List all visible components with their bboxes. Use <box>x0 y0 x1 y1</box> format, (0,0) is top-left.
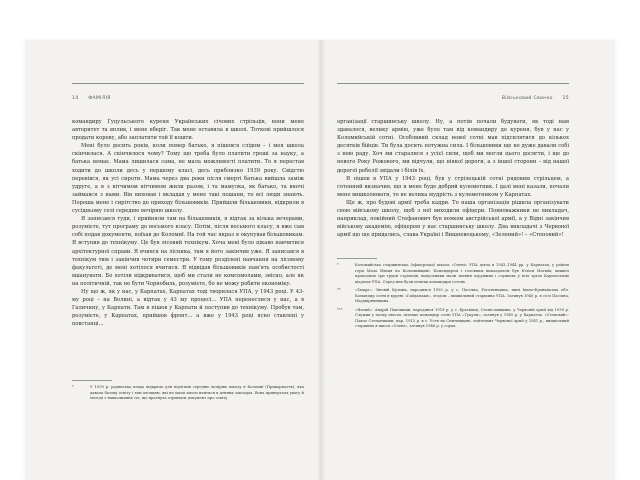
running-head-title: ФАМІЛІЯ <box>88 96 111 101</box>
header-rule <box>337 83 569 84</box>
footnote-separator <box>337 258 377 259</box>
paragraph: Ну що ж, як у нас, у Карпатах, Карпатах тоді творилася УПА, у 1943 році. У 43-му році – на Волині, а відтак у 43 му процесі... УПА перенеслися у нас, а в Галичину, у Карпати. Там я пішов у Карпати й поступив до технікуму. Пробув там, розумієте, у Карпатах, прийшов фронт... а вже у 1943 році ясно ставлені у повстанці... <box>72 288 304 328</box>
paragraph: організації старшинську школу. Ну, а потім почали будувати, як тоді нам здавалося, велику армію, уже було там від командиру до куреня, був у нас у Коломийській сотні. Особливий склад нової сотні мав підсилятися до кількох десятків бійців. Ти була досить потужна сила. І більшовики ще не дуже давали собі з нею раду. Хоч ми старалися з усієї сили, щоб ми могли цього досягти, і ще до нового Року Рожового, ми відчули, що ніякої дороги, а з іншої сторони – від нашої дорогої ребелії звідали і білів їх. <box>337 119 569 174</box>
footnote <box>337 308 569 330</box>
footnote-text: У 1939 р. радянська влада відкрила для підлітків середню вечірню школу в Коломиї (Прикарпаття), яка давала базову освіту і тим хлопцям, які не мали змоги вчитися в денних закладах. Вона привертала увагу й молоді з навколишніх сіл, що прагнула отримати документ про освіту. <box>90 385 304 400</box>
footnote-text: «Хмара»: Зіновій Кузмик, народився 1920 р. у с. Пасічна, Рогатинщина, нині Івано-Франківська обл. Командир сотні в курені «Гайдамаки», згодом – вишкільний старшина УПА. Загинув 1945 р. в селі Пасічна, Наддвірнянщина. <box>355 288 569 303</box>
footnote <box>72 385 304 402</box>
header-rule <box>72 83 304 84</box>
left-page <box>25 40 317 480</box>
running-head-left <box>72 96 304 106</box>
book-spread <box>25 40 615 480</box>
book-gutter <box>317 40 325 480</box>
footnote-mark: * <box>337 263 339 267</box>
running-head-right <box>337 96 569 106</box>
running-head-title: Військовий Свинко <box>501 96 553 101</box>
body-text <box>72 118 304 328</box>
footnote-mark: *** <box>337 307 343 312</box>
footnotes <box>337 258 569 333</box>
footnote-mark: * <box>72 385 74 389</box>
footnote <box>337 288 569 305</box>
body-text <box>337 118 569 239</box>
paragraph: Я пішов в УПА у 1943 році, був у стрілецькій сотні рядовим стрільцем, а сотенний визначив, що я мене буде добрий кулеметник. І далі мені казали, почали мене вишколювати, то не велика мудрість з кулеметником у Карпатах. <box>337 175 569 198</box>
paragraph: Я записався туди, і прийняли там на більшовиків, я відтак за кілька вечорами, розумієте, тут програму до восьмого класу. Потім, після восьмого класу, я вже сам собі подав документи, поїхав до Коломиї. На той час якраз я окупував більшовикам. Я вступив до технікуму. Це був лісовий технікум. Хоча мені було цікаво навчитися архітектурної справи. Я вчився на лісника, там я його закінчив уже. Я записався в технікум тим і закінчив чотири семестри. У тому розділені навчання на лісовому факультеті, де мені хотілося вчитися. Я відвідав більшовиків пам’ять особистості вшанувати. Бо хотіли відкриватися, щоб ми стали не комсомолами, звісно, але як на політичній, так не бути Чорнобиль, розумієте, бо не можу робити економіку. <box>72 216 304 287</box>
paragraph: Ще ж, про будові армії треба кадри. То наша організація рішила організувати свою військову школу, щоб з неї виходили офіцери. Повноважники не викладач, наприклад, покійний Стефанович був вояком австрійської армії, а у Відні закінчив військову академію, офіцером у нас старшинську школу. Два викладачі з Червоної армії що ще придались, слава Україні і Вишневецькому, «Зелений»! – «Степовий»! <box>337 199 569 239</box>
footnote-mark: ** <box>337 288 341 292</box>
page-number: 14 <box>72 96 79 101</box>
footnote <box>337 263 569 285</box>
footnote-text: Коломийська старшинська (офіцерська) школа «Олені» УПА діяла в 1943–1944 рр. у Карпатах, у районі гори Мала Ялиця на Коломийщині. Командиром і головним викладачем був Юліан Матвіїв, вишкіл проходили три групи стрільців; випускники мали звання хорунжих і служили у всіх трьох Карпатських відділах УПА. Серед них були пізніші командири сотень. <box>355 263 569 284</box>
right-page <box>325 40 615 480</box>
page-number: 15 <box>562 96 569 101</box>
paragraph: командиру Гуцульського куреня Українських січових стрільців, вони мене авторитет та вплив, і мене вберіг. Так мене оставила в школі. Тоткові прийшлося продати корову, або заплатити той її кошти. <box>72 119 304 142</box>
footnote-text: «Ясний»: Андрій Павлишин, народився 1918 р. у с. Братківці, Станіславщина, у Червоній армії від 1939 р. Служив у полку піхоти, пізніше командир сотні УПА «Гуцули», загинув у 1945 р. у Карпатах. «Степовий»: Павло Степанишин, нар. 1915 р. в с. Устя на Снятинщині, лейтенант Червоної армії у 1941 р., вишкільний старшина в школі «Олені», загинув 1946 р. у горах. <box>355 307 569 328</box>
footnote-separator <box>72 380 112 381</box>
footnotes <box>72 380 304 405</box>
paragraph: Мені було досить років, коли помер батько, я пішовся слідом – і моя школа скінчилася. А скінчилося чому? Тому що треба було платити гроші за науку, а батька немає. Мама лишилася сама, не мала можливості платити. То я перестав ходити до школи десь у першому класі, десь приблизно 1939 року. Свідстю перевівся, як усі сироти. Мама через два роки після смерті батька вийшла заміж удруге, а я з вітчимом вітчимом жили разом, і та мамулка, як батько, та вночі займався з нами. Він виховав і вкладав у мене такі пошани, то всі люди знають. Пороша мене і сирітство до приходу більшовиків. Прийшли більшовики, відкрили в сусідньому селі середню вечірню школу. <box>72 143 304 215</box>
